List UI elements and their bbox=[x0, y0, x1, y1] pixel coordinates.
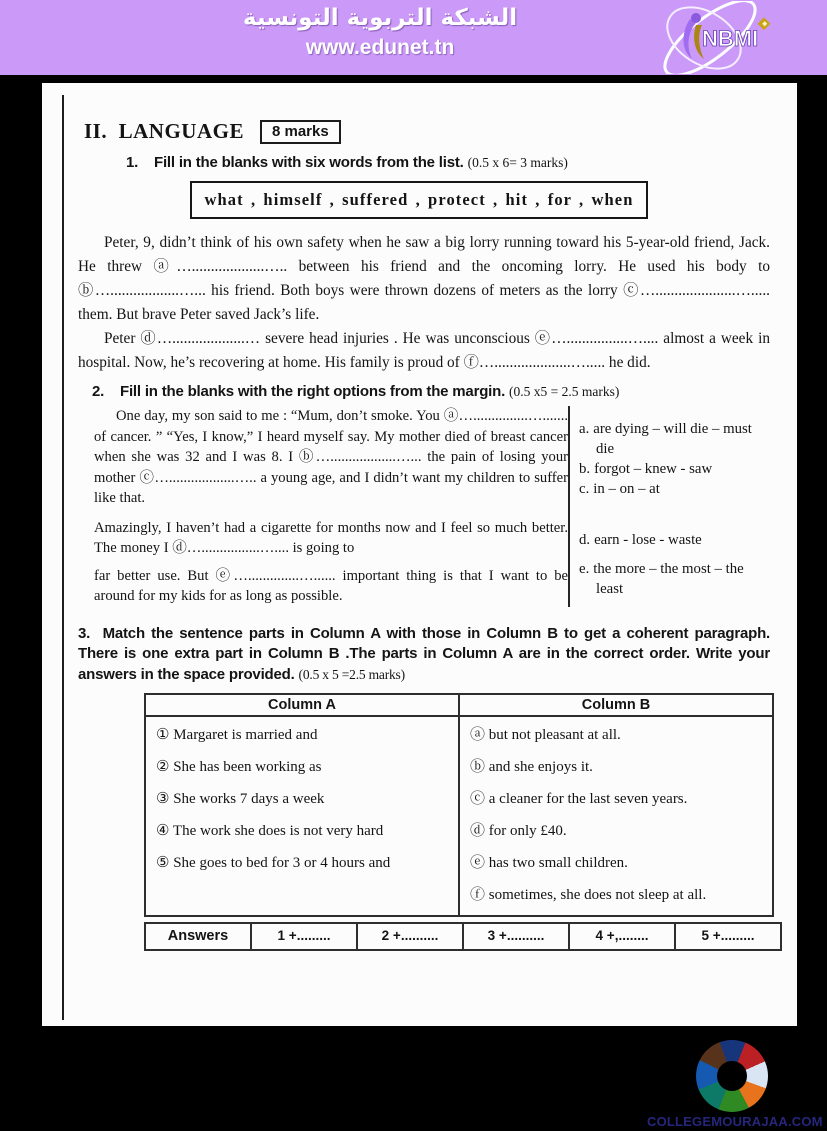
column-b-header: Column B bbox=[459, 694, 773, 716]
banner-arabic-title: الشبكة التربوية التونسية bbox=[242, 5, 518, 31]
nbmi-logo-icon bbox=[652, 1, 777, 74]
column-b-item-b: ⓑ and she enjoys it. bbox=[470, 759, 593, 775]
exercise3-instructions bbox=[78, 624, 770, 686]
answer-slot-1: 1 +......... bbox=[250, 924, 356, 949]
answer-slot-5: 5 +......... bbox=[674, 924, 780, 949]
column-a-item-2: ② She has been working as bbox=[156, 759, 322, 775]
margin-option-d: d. earn - lose - waste bbox=[579, 532, 702, 548]
answer-slot-4: 4 +,........ bbox=[568, 924, 674, 949]
collegemourajaa-logo bbox=[647, 1040, 823, 1129]
column-b-item-f: ⓕ sometimes, she does not sleep at all. bbox=[470, 887, 707, 903]
exercise1-paragraph-1: Peter, 9, didn’t think of his own safety when he saw a big lorry running toward his 5-year-old friend, Jack. He threw ⓐ…...................….. between his friend and the oncoming lorry. He used his body to ⓑ…..................…... his friend. Both boys were thrown dozens of meters as the lorry ⓒ….....................…..... them. But brave Peter saved Jack’s life. bbox=[78, 234, 770, 323]
column-a-item-1: ① Margaret is married and bbox=[156, 727, 318, 743]
word-list-box: what , himself , suffered , protect , hit , for , when bbox=[190, 181, 648, 219]
margin-option-b: b. forgot – knew - saw bbox=[579, 461, 713, 477]
section-title: II. LANGUAGE bbox=[84, 119, 244, 143]
column-b-item-d: ⓓ for only £40. bbox=[470, 823, 567, 839]
exercise1-paragraph-2: Peter ⓓ…...................… severe head injuries . He was unconscious ⓔ…................….... almost a week in hospital. Now, he’s recovering at home. His family is proud of ⓕ…....................…..... he did. bbox=[78, 330, 770, 371]
answer-slot-3: 3 +.......... bbox=[462, 924, 568, 949]
exercise2-block bbox=[78, 406, 770, 607]
section-heading-row bbox=[78, 119, 770, 144]
exercise3-instruction-text: Match the sentence parts in Column A with those in Column B to get a coherent paragraph. There is one extra part in Column B .The parts in Column A are in the correct order. Write your answers in the space provided. bbox=[78, 624, 771, 683]
column-a-item-5: ⑤ She goes to bed for 3 or 4 hours and bbox=[156, 855, 391, 871]
answers-label: Answers bbox=[167, 928, 229, 944]
margin-option-e: e. the more – the most – the least bbox=[579, 561, 744, 597]
answer-slot-2: 2 +.......... bbox=[356, 924, 462, 949]
exercise1-number: 1. bbox=[126, 154, 139, 171]
svg-text:NBMI: NBMI bbox=[702, 26, 759, 51]
column-b-item-c: ⓒ a cleaner for the last seven years. bbox=[470, 791, 688, 807]
banner-site-url: www.edunet.tn bbox=[305, 36, 455, 59]
exercise2-marks: (0.5 x5 = 2.5 marks) bbox=[509, 384, 620, 399]
exercise3-number: 3. bbox=[78, 624, 91, 642]
scanned-exam-page bbox=[42, 83, 797, 1026]
match-table bbox=[144, 693, 774, 917]
collegemourajaa-text: COLLEGEMOURAJAA.COM bbox=[647, 1114, 823, 1129]
exercise2-paragraph-3: far better use. But ⓔ…..............…...... important thing is that I want to be around for my kids for as long as possible. bbox=[94, 567, 568, 604]
match-table-header-row bbox=[145, 694, 773, 716]
exercise2-heading bbox=[78, 383, 770, 400]
column-a-cell bbox=[145, 716, 459, 916]
exercise2-title: Fill in the blanks with the right options from the margin. bbox=[120, 383, 510, 400]
answers-strip bbox=[144, 922, 782, 951]
margin-option-a: a. are dying – will die – must die bbox=[579, 421, 752, 457]
column-b-cell bbox=[459, 716, 773, 916]
exercise1-marks: (0.5 x 6= 3 marks) bbox=[467, 155, 568, 170]
column-a-item-4: ④ The work she does is not very hard bbox=[156, 823, 384, 839]
match-table-body-row bbox=[145, 716, 773, 916]
edunet-banner bbox=[0, 0, 827, 75]
exam-content bbox=[78, 83, 770, 951]
scan-edge-artifact bbox=[62, 95, 64, 1020]
nbmi-logo bbox=[652, 1, 777, 74]
exercise3-marks: (0.5 x 5 =2.5 marks) bbox=[298, 666, 405, 682]
exercise2-paragraph-1: One day, my son said to me : “Mum, don’t smoke. You ⓐ…...............…....... of cancer. ” “Yes, I know,” I heard myself say. My mother died of breast cancer when she was 32 and I was 8. I ⓑ…..................…... the pain of losing your mother ⓒ…..................….. a young age, and I didn’t want my children to suffer like that. bbox=[94, 408, 568, 506]
exercise1-heading bbox=[78, 154, 770, 171]
exercise2-number: 2. bbox=[92, 383, 105, 400]
banner-titles bbox=[170, 2, 590, 62]
column-b-item-a: ⓐ but not pleasant at all. bbox=[470, 727, 621, 743]
subjects-ring-icon bbox=[696, 1040, 768, 1112]
exercise2-paragraph-2: Amazingly, I haven’t had a cigarette for months now and I feel so much better. The money I ⓓ…................….... is going to bbox=[94, 519, 568, 556]
column-a-item-3: ③ She works 7 days a week bbox=[156, 791, 325, 807]
section-marks-badge: 8 marks bbox=[260, 120, 341, 144]
exercise2-text bbox=[78, 406, 568, 607]
margin-option-c: c. in – on – at bbox=[579, 481, 660, 497]
exercise2-margin-options bbox=[568, 406, 770, 607]
column-b-item-e: ⓔ has two small children. bbox=[470, 855, 628, 871]
exercise1-title: Fill in the blanks with six words from the list. bbox=[154, 154, 468, 171]
column-a-header: Column A bbox=[145, 694, 459, 716]
